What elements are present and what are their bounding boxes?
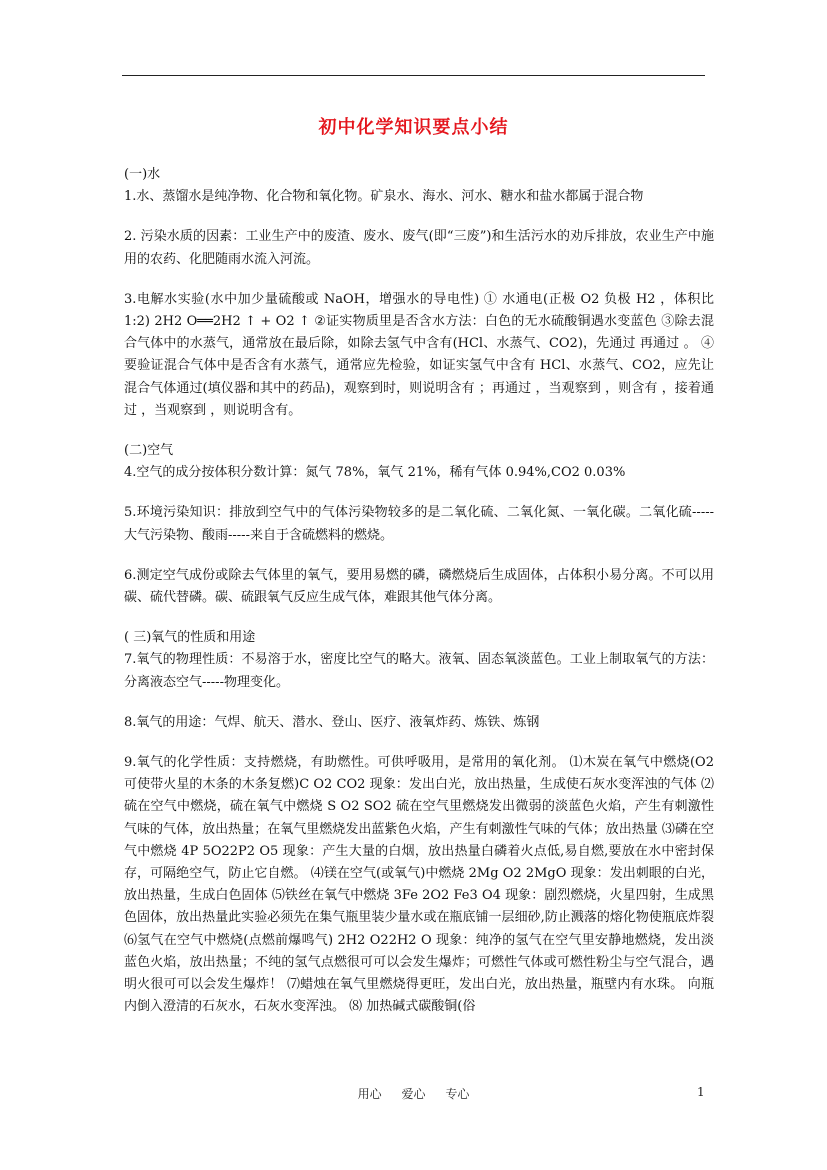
paragraph-5: 5.环境污染知识：排放到空气中的气体污染物较多的是二氧化硫、二氧化氮、一氧化碳。二氧化硫-----大气污染物、酸雨-----来自于含硫燃料的燃烧。 — [124, 505, 714, 543]
footer-text-2: 爱心 — [401, 1087, 426, 1101]
paragraph-3: 3.电解水实验(水中加少量硫酸或 NaOH，增强水的导电性) ① 水通电(正极 O2 负极 H2 ，体积比 1:2) 2H2 O══2H2 ↑ + O2 ↑ ②证实物质里是否含水方法：白色的无水硫酸铜遇水变蓝色 ③除去混合气体中的水蒸气，通常放在最后除，如除去氢气中含有(HCl、水蒸气、CO2)，先通过 再通过 。 ④要验证混合气体中是否含有水蒸气，通常应先检验，如证实氢气中含有 HCl、水蒸气、CO2，应先让混合气体通过(填仪器和其中的药品)，观察到时，则说明含有 ；再通过 ，当观察到 ，则含有 ，接着通过 ，当观察到 ，则说明含有。 — [124, 291, 714, 418]
paragraph-7: 7.氧气的物理性质：不易溶于水，密度比空气的略大。液氧、固态氧淡蓝色。工业上制取氧气的方法：分离液态空气-----物理变化。 — [124, 652, 714, 690]
section-heading-oxygen: ( 三)氧气的性质和用途 — [124, 630, 256, 646]
paragraph-8: 8.氧气的用途：气焊、航天、潜水、登山、医疗、液氧炸药、炼铁、炼钢 — [124, 714, 540, 730]
section-heading-air: (二)空气 — [124, 443, 174, 459]
paragraph-6: 6.测定空气成份或除去气体里的氧气，要用易燃的磷，磷燃烧后生成固体，占体积小易分离。不可以用碳、硫代替磷。碳、硫跟氧气反应生成气体，难跟其他气体分离。 — [124, 567, 714, 606]
section-heading-water: (一)水 — [124, 167, 161, 182]
page-number: 1 — [697, 1085, 705, 1099]
document-body — [124, 164, 714, 1037]
footer-text-1: 用心 — [357, 1087, 382, 1101]
paragraph-9: 9.氧气的化学性质：支持燃烧，有助燃性。可供呼吸用，是常用的氧化剂。 ⑴木炭在氧气中燃烧(O2 可使带火星的木条的木条复燃)C O2 CO2 现象：发出白光，放出热量，生成使石灰水变浑浊的气体 ⑵硫在空气中燃烧，硫在氧气中燃烧 S O2 SO2 硫在空气里燃烧发出微弱的淡蓝色火焰，产生有刺激性气味的气体，放出热量；在氧气里燃烧发出蓝紫色火焰，产生有刺激性气味的气体；放出热量 ⑶磷在空气中燃烧 4P 5O22P2 O5 现象：产生大量的白烟，放出热量白磷着火点低,易自燃,要放在水中密封保存，可隔绝空气，防止它自燃。 ⑷镁在空气(或氧气)中燃烧 2Mg O2 2MgO 现象：发出刺眼的白光，放出热量，生成白色固体 ⑸铁丝在氧气中燃烧 3Fe 2O2 Fe3 O4 现象：剧烈燃烧，火星四射，生成黑色固体，放出热量此实验必须先在集气瓶里装少量水或在瓶底铺一层细砂,防止溅落的熔化物使瓶底炸裂 ⑹氢气在空气中燃烧(点燃前爆鸣气) 2H2 O22H2 O 现象：纯净的氢气在空气里安静地燃烧，发出淡蓝色火焰，放出热量；不纯的氢气点燃很可可以会发生爆炸；可燃性气体或可燃性粉尘与空气混合，遇明火很可可以会发生爆炸！ ⑺蜡烛在氧气里燃烧得更旺，发出白光，放出热量，瓶壁内有水珠。 向瓶内倒入澄清的石灰水，石灰水变浑浊。 ⑻ 加热碱式碳酸铜(俗 — [124, 755, 714, 1015]
footer-text-3: 专心 — [445, 1087, 470, 1101]
paragraph-2: 2. 污染水质的因素：工业生产中的废渣、废水、废气(即“三废”)和生活污水的劝斥排放，农业生产中施用的农药、化肥随雨水流入河流。 — [124, 229, 714, 267]
header-rule — [122, 75, 705, 76]
document-title: 初中化学知识要点小结 — [318, 117, 509, 138]
paragraph-1: 1.水、蒸馏水是纯净物、化合物和氧化物。矿泉水、海水、河水、糖水和盐水都属于混合物 — [124, 189, 644, 205]
paragraph-4: 4.空气的成分按体积分数计算：氮气 78%，氧气 21%，稀有气体 0.94%,CO2 0.03% — [124, 465, 626, 481]
